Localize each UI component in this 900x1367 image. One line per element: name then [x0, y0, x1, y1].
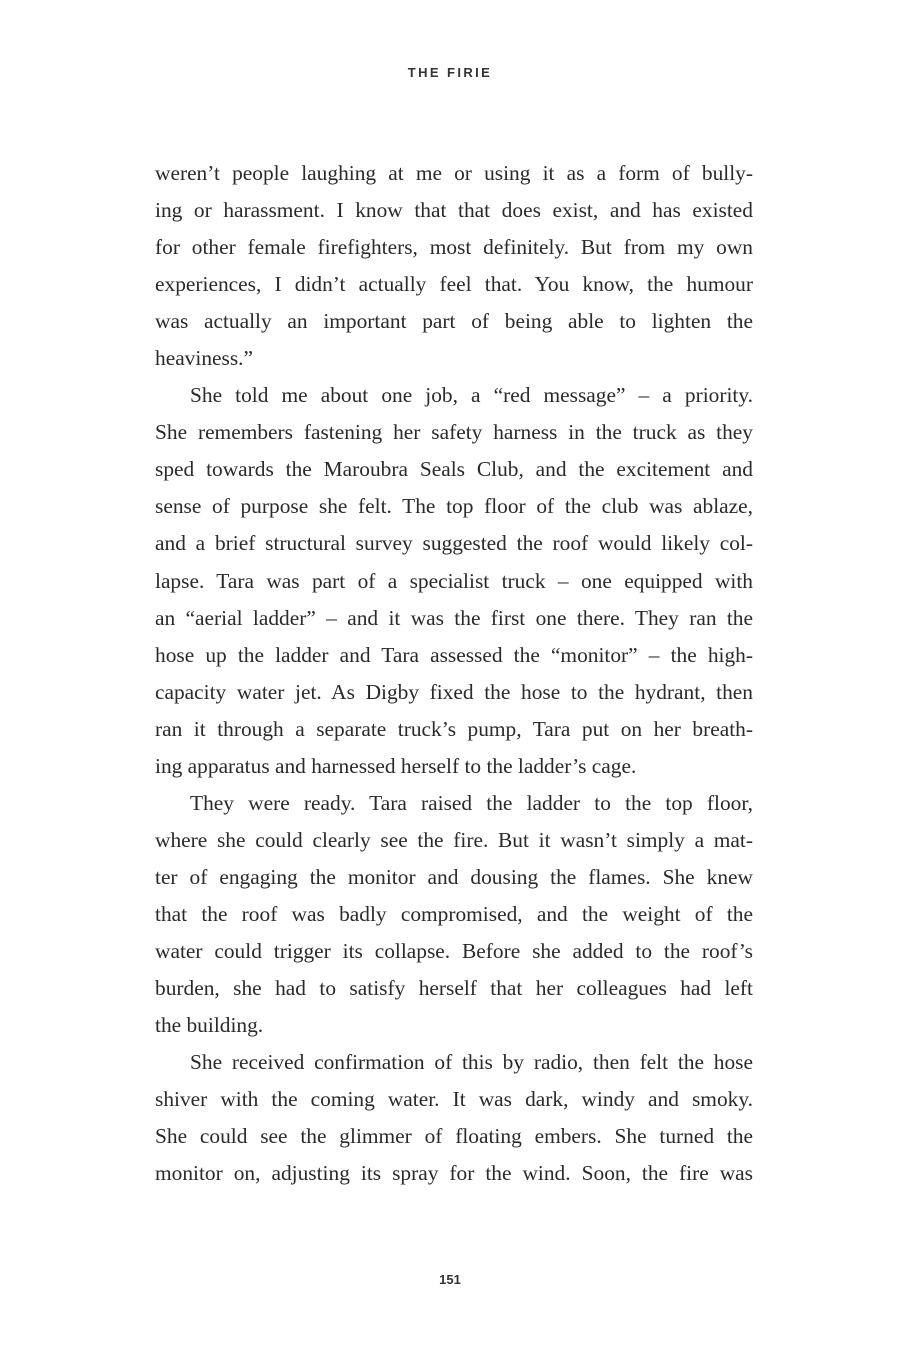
page-number: 151 — [439, 1272, 461, 1287]
text-line: was actually an important part of being able to lighten the — [155, 309, 753, 334]
text-line: ing apparatus and harnessed herself to the ladder’s cage. — [155, 753, 637, 778]
text-line: burden, she had to satisfy herself that her colleagues had left — [155, 976, 753, 1001]
text-line: sense of purpose she felt. The top floor of the club was ablaze, — [155, 494, 753, 519]
text-line: She told me about one job, a “red message” – a priority. — [190, 383, 753, 408]
paragraph — [155, 785, 753, 1044]
text-line: an “aerial ladder” – and it was the first one there. They ran the — [155, 605, 753, 630]
text-line: hose up the ladder and Tara assessed the “monitor” – the high- — [155, 642, 753, 667]
paragraph — [155, 377, 753, 785]
text-line: monitor on, adjusting its spray for the wind. Soon, the fire was — [155, 1161, 753, 1186]
text-line: heaviness.” — [155, 346, 254, 371]
body-text — [155, 155, 753, 1192]
text-line: sped towards the Maroubra Seals Club, and the excitement and — [155, 457, 753, 482]
text-line: shiver with the coming water. It was dark, windy and smoky. — [155, 1087, 753, 1112]
text-line: that the roof was badly compromised, and the weight of the — [155, 901, 753, 926]
text-line: capacity water jet. As Digby fixed the hose to the hydrant, then — [155, 679, 753, 704]
text-line: ran it through a separate truck’s pump, Tara put on her breath- — [155, 716, 753, 741]
text-line: They were ready. Tara raised the ladder to the top floor, — [190, 790, 753, 815]
text-line: She received confirmation of this by radio, then felt the hose — [190, 1050, 753, 1075]
text-line: ter of engaging the monitor and dousing the flames. She knew — [155, 864, 753, 889]
text-line: ing or harassment. I know that that does exist, and has existed — [155, 198, 753, 223]
text-line: weren’t people laughing at me or using it as a form of bully- — [155, 161, 753, 185]
text-line: for other female firefighters, most definitely. But from my own — [155, 235, 753, 260]
text-line: experiences, I didn’t actually feel that. You know, the humour — [155, 272, 753, 297]
text-line: lapse. Tara was part of a specialist truck – one equipped with — [155, 568, 753, 593]
paragraph — [155, 1044, 753, 1192]
text-line: where she could clearly see the fire. But it wasn’t simply a mat- — [155, 827, 753, 852]
text-line: water could trigger its collapse. Before she added to the roof’s — [155, 938, 753, 963]
text-line: the building. — [155, 1013, 264, 1038]
paragraph — [155, 155, 753, 377]
running-head: THE FIRIE — [407, 65, 493, 80]
text-line: She remembers fastening her safety harness in the truck as they — [155, 420, 753, 445]
text-line: and a brief structural survey suggested the roof would likely col- — [155, 531, 753, 556]
text-line: She could see the glimmer of floating embers. She turned the — [155, 1124, 753, 1149]
